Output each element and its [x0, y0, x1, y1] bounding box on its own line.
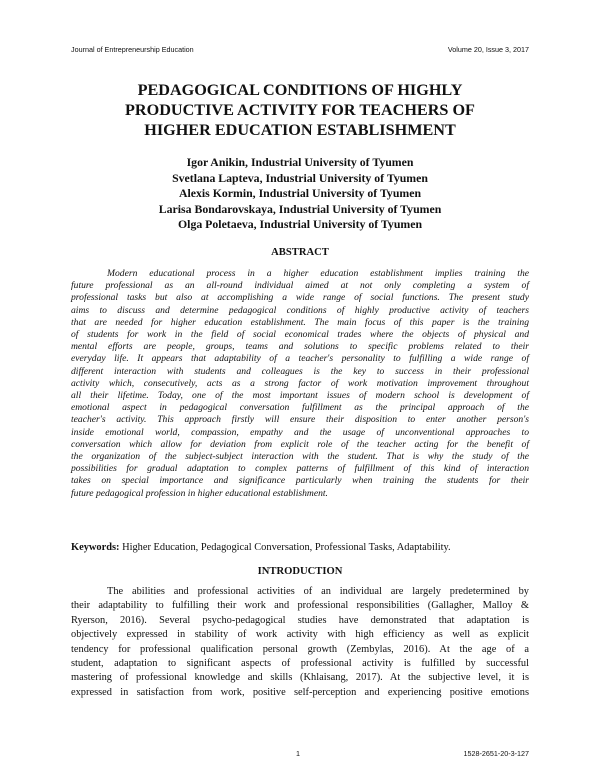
introduction-heading: INTRODUCTION	[257, 566, 343, 577]
abstract-line: everyday life. It appears that adaptability of a teacher's personality to fulfilling a wide range of	[71, 353, 529, 365]
intro-line: their adaptability to fulfilling their work and professional responsibilities (Gallagher, Malloy &	[71, 600, 529, 612]
abstract-heading: ABSTRACT	[271, 247, 329, 258]
author: Larisa Bondarovskaya, Industrial University of Tyumen	[158, 201, 442, 216]
abstract-line: inside emotional world, compassion, empathy and the usage of unconventional approaches to	[71, 426, 529, 438]
title-line: PRODUCTIVE ACTIVITY FOR TEACHERS OF	[125, 101, 475, 119]
volume-issue: Volume 20, Issue 3, 2017	[447, 45, 529, 54]
abstract-line: teacher's activity. This approach firstly will ensure their disposition to enter another person's	[71, 414, 529, 426]
abstract-line: takes on special importance and significance particularly when training the students for their	[71, 475, 529, 487]
paper-title	[70, 80, 530, 140]
author: Alexis Kormin, Industrial University of Tyumen	[178, 186, 422, 201]
intro-line: Ryerson, 2016). Several psycho-pedagogical studies have demonstrated that adaptation is	[71, 614, 529, 626]
intro-line: objectively expressed in stability of work activity with high efficiency as well as explicit	[71, 629, 529, 641]
abstract-line: conversation which allow for deviation from explicit role of the teacher acting for the benefit of	[71, 438, 529, 450]
abstract-line: possibilities for gradual adaptation to complex patterns of fulfillment of this kind of interaction	[71, 463, 529, 475]
title-line: HIGHER EDUCATION ESTABLISHMENT	[144, 121, 456, 139]
abstract-line: Modern educational process in a higher education establishment implies training the	[107, 268, 529, 279]
abstract-line: different interaction with students and colleagues is the key to success in their professional	[71, 365, 529, 377]
journal-name: Journal of Entrepreneurship Education	[71, 45, 194, 54]
intro-line: mastering of professional knowledge and skills (Khlaisang, 2017). At the subjective level, it is	[71, 672, 529, 684]
intro-line: expressed in satisfaction from work, positive self-perception and experiencing positive emotions	[71, 686, 529, 698]
keywords-text: Higher Education, Pedagogical Conversation, Professional Tasks, Adaptability.	[122, 542, 451, 553]
page-number: 1	[296, 749, 300, 758]
abstract-line: future professional as an all-round individual aimed at not only completing a system of	[71, 280, 529, 292]
author: Igor Anikin, Industrial University of Tyumen	[186, 155, 414, 169]
intro-line: The abilities and professional activities of an individual are largely predetermined by	[107, 586, 529, 597]
abstract-line: the organization of the subject-subject interaction with the student. That is why the study of the	[71, 451, 529, 463]
abstract-line: emotional aspect in pedagogical conversation fulfillment as the principal approach of the	[71, 402, 529, 414]
document-id: 1528-2651-20-3-127	[463, 749, 529, 758]
abstract-line: that are needed for higher education establishment. The main focus of this paper is the training	[71, 316, 529, 328]
author-list	[70, 155, 530, 233]
abstract-line: aims to discuss and determine pedagogical conditions of highly productive activity of teachers	[71, 304, 529, 316]
abstract-body	[71, 268, 529, 500]
title-line: PEDAGOGICAL CONDITIONS OF HIGHLY	[137, 81, 463, 99]
author: Svetlana Lapteva, Industrial University of Tyumen	[172, 170, 428, 185]
keywords-label: Keywords:	[71, 542, 120, 553]
intro-line: student, adaptation to significant aspects of professional activity is fulfilled by successful	[71, 658, 529, 670]
abstract-line: activity which, consecutively, acts as a strong factor of work motivation improvement throughout	[71, 377, 529, 389]
abstract-line: of students for work in the field of social economical trades where the objects of physical and	[71, 329, 529, 341]
abstract-line: professional tasks but also at accomplishing a wide range of social functions. The present study	[71, 292, 529, 304]
intro-line: tendency for professional qualification personal growth (Zembylas, 2016). At the age of a	[71, 643, 529, 655]
introduction-body	[71, 585, 529, 700]
author: Olga Poletaeva, Industrial University of Tyumen	[177, 217, 423, 232]
abstract-line: all their lifetime. Today, one of the most important issues of modern school is development of	[71, 390, 529, 402]
abstract-line: mental efforts are people, groups, teams and solutions to specific problems related to their	[71, 341, 529, 353]
abstract-line: future pedagogical profession in higher educational establishment.	[71, 487, 328, 499]
keywords	[71, 542, 451, 553]
